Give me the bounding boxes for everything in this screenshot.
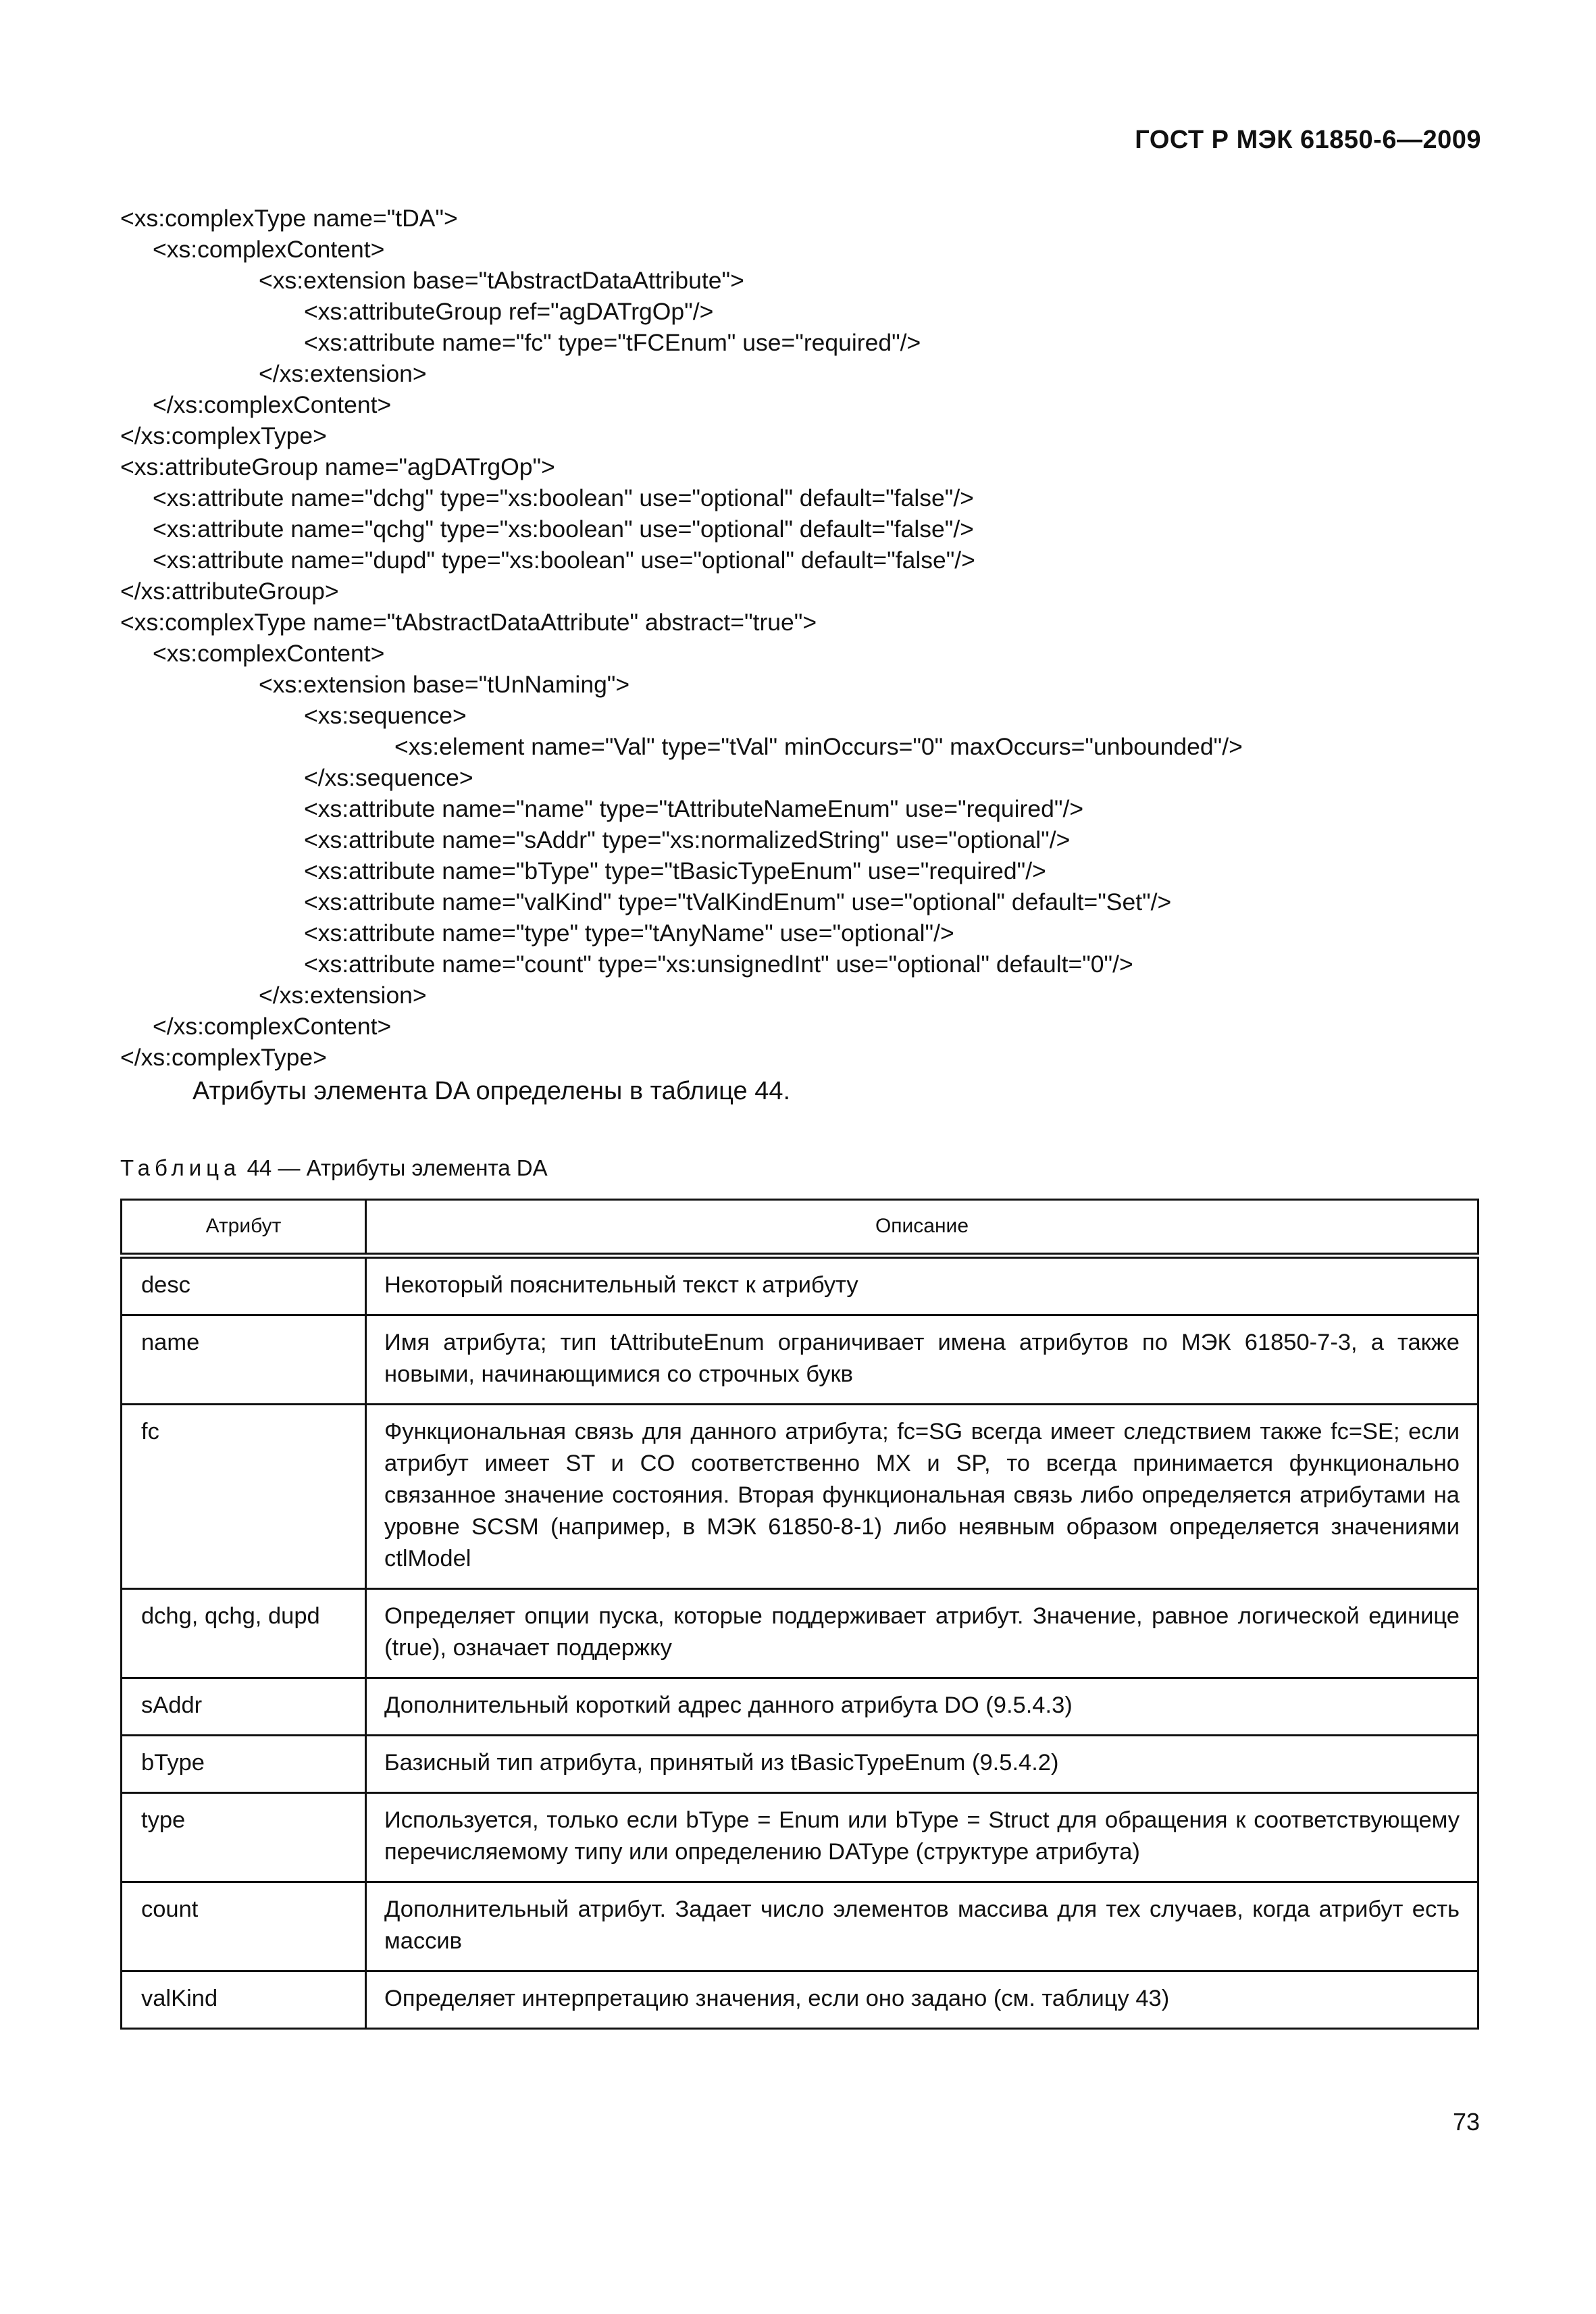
table-row: [122, 1971, 1478, 2029]
code-line: <xs:attribute name="sAddr" type="xs:normalizedString" use="optional"/>: [304, 826, 1071, 853]
attributes-table: [120, 1199, 1479, 2030]
code-line: <xs:element name="Val" type="tVal" minOccurs="0" maxOccurs="unbounded"/>: [394, 733, 1243, 760]
attribute-description-cell: Дополнительный короткий адрес данного атрибута DO (9.5.4.3): [366, 1678, 1478, 1736]
attribute-description-cell: Определяет опции пуска, которые поддерживает атрибут. Значение, равное логической единице (true), означает поддержку: [366, 1589, 1478, 1678]
caption-label: Таблица: [120, 1155, 241, 1180]
attribute-name-cell: count: [122, 1882, 366, 1971]
table-row: [122, 1678, 1478, 1736]
code-line: <xs:attribute name="dchg" type="xs:boolean" use="optional" default="false"/>: [153, 484, 974, 511]
attribute-description-cell: Функциональная связь для данного атрибута; fc=SG всегда имеет следствием также fc=SE; если атрибут имеет ST и CO соответственно MX и SP, то всегда принимается функционально связанное значение состояния. Вторая функциональная связь либо определяется атрибутами на уровне SCSM (например, в МЭК 61850-8-1) либо неявным образом определяется значениями ctlModel: [366, 1405, 1478, 1589]
code-line: <xs:extension base="tUnNaming">: [259, 671, 630, 698]
attribute-description-cell: Базисный тип атрибута, принятый из tBasicTypeEnum (9.5.4.2): [366, 1736, 1478, 1793]
attribute-name-cell: name: [122, 1315, 366, 1405]
attribute-name-cell: valKind: [122, 1971, 366, 2029]
code-line: </xs:extension>: [259, 982, 427, 1009]
code-line: <xs:attributeGroup ref="agDATrgOp"/>: [304, 298, 714, 325]
code-line: <xs:attribute name="dupd" type="xs:boolean" use="optional" default="false"/>: [153, 547, 975, 574]
caption-number: 44: [247, 1155, 272, 1180]
attribute-description-cell: Некоторый пояснительный текст к атрибуту: [366, 1256, 1478, 1315]
table-row: [122, 1256, 1478, 1315]
code-line: </xs:complexType>: [120, 1044, 327, 1071]
table-row: [122, 1736, 1478, 1793]
attribute-name-cell: desc: [122, 1256, 366, 1315]
code-line: </xs:attributeGroup>: [120, 578, 339, 605]
document-header: ГОСТ Р МЭК 61850-6—2009: [1135, 126, 1481, 154]
attribute-description-cell: Имя атрибута; тип tAttributeEnum ограничивает имена атрибутов по МЭК 61850-7-3, а также новыми, начинающимися со строчных букв: [366, 1315, 1478, 1405]
xml-schema-code: [120, 203, 1501, 1073]
table-row: [122, 1405, 1478, 1589]
column-header-description: Описание: [366, 1200, 1478, 1256]
table-header-row: [122, 1200, 1478, 1256]
table-row: [122, 1589, 1478, 1678]
attribute-name-cell: bType: [122, 1736, 366, 1793]
code-line: <xs:attribute name="fc" type="tFCEnum" use="required"/>: [304, 329, 921, 356]
page-number: 73: [1452, 2108, 1480, 2136]
code-line: <xs:attribute name="bType" type="tBasicTypeEnum" use="required"/>: [304, 857, 1046, 884]
code-line: </xs:sequence>: [304, 764, 473, 791]
attribute-name-cell: dchg, qchg, dupd: [122, 1589, 366, 1678]
attribute-name-cell: type: [122, 1793, 366, 1882]
attribute-description-cell: Дополнительный атрибут. Задает число элементов массива для тех случаев, когда атрибут есть массив: [366, 1882, 1478, 1971]
code-line: </xs:complexContent>: [153, 391, 392, 418]
code-line: <xs:sequence>: [304, 702, 467, 729]
code-line: <xs:attribute name="type" type="tAnyName" use="optional"/>: [304, 920, 954, 947]
code-line: <xs:complexContent>: [153, 236, 385, 263]
attribute-name-cell: sAddr: [122, 1678, 366, 1736]
code-line: <xs:attribute name="name" type="tAttributeNameEnum" use="required"/>: [304, 795, 1084, 822]
table-row: [122, 1882, 1478, 1971]
caption-title: — Атрибуты элемента DA: [278, 1155, 548, 1180]
code-line: <xs:attribute name="qchg" type="xs:boolean" use="optional" default="false"/>: [153, 515, 974, 543]
table-caption: [120, 1155, 548, 1181]
column-header-attribute: Атрибут: [122, 1200, 366, 1256]
code-line: </xs:extension>: [259, 360, 427, 387]
code-line: </xs:complexType>: [120, 422, 327, 449]
attribute-description-cell: Определяет интерпретацию значения, если оно задано (см. таблицу 43): [366, 1971, 1478, 2029]
code-line: <xs:attributeGroup name="agDATrgOp">: [120, 453, 555, 480]
body-paragraph: Атрибуты элемента DA определены в таблице 44.: [192, 1077, 791, 1105]
attribute-name-cell: fc: [122, 1405, 366, 1589]
attribute-description-cell: Используется, только если bType = Enum или bType = Struct для обращения к соответствующему перечисляемому типу или определению DAType (структуре атрибута): [366, 1793, 1478, 1882]
code-line: <xs:complexType name="tAbstractDataAttribute" abstract="true">: [120, 609, 817, 636]
code-line: <xs:complexContent>: [153, 640, 385, 667]
code-line: <xs:extension base="tAbstractDataAttribute">: [259, 267, 744, 294]
code-line: <xs:complexType name="tDA">: [120, 205, 458, 232]
code-line: <xs:attribute name="count" type="xs:unsignedInt" use="optional" default="0"/>: [304, 951, 1133, 978]
table-row: [122, 1793, 1478, 1882]
table-row: [122, 1315, 1478, 1405]
code-line: </xs:complexContent>: [153, 1013, 392, 1040]
code-line: <xs:attribute name="valKind" type="tValKindEnum" use="optional" default="Set"/>: [304, 888, 1172, 915]
